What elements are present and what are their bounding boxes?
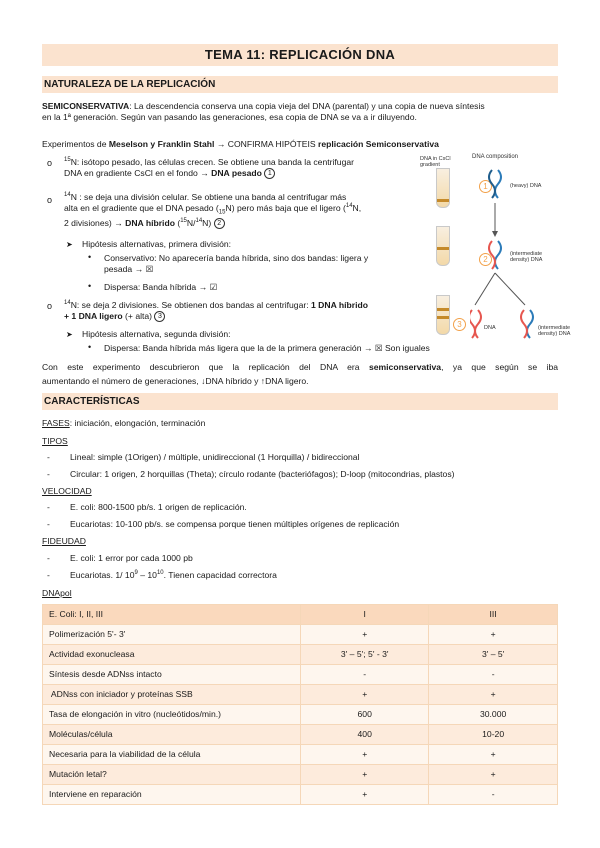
table-cell: - <box>301 665 429 685</box>
table-row <box>43 785 558 805</box>
b2-l2c: N, <box>352 203 362 214</box>
tube-3 <box>436 295 450 335</box>
table-header-cell: E. Coli: I, II, III <box>43 605 301 625</box>
b2-l3-end: N) <box>202 217 212 228</box>
b2-l2b: N) pero más baja que el ligero ( <box>225 203 346 214</box>
table-cell: 600 <box>301 705 429 725</box>
table-row <box>43 625 558 645</box>
table-cell: + <box>301 785 429 805</box>
b2-l3-pre: 2 divisiones) → <box>64 217 126 228</box>
iso-14-t: 14 <box>195 217 203 224</box>
b3-l2-bold: + 1 DNA ligero <box>64 311 123 322</box>
circle-3: 3 <box>154 311 165 322</box>
table-cell: + <box>429 745 558 765</box>
b2-l3-bold: DNA híbrido <box>125 217 175 228</box>
hyp2-a: Dispersa: Banda híbrida más ligera que la de la primera generación → ☒ Son iguales <box>104 343 430 353</box>
table-row <box>43 765 558 785</box>
iso-14-u: 14 <box>64 300 71 307</box>
figure-intermediate-label: (intermediate density) DNA <box>510 251 543 264</box>
hyp1-a1: Conservativo: No aparecería banda híbrida, sino dos bandas: ligera y <box>104 253 369 263</box>
experiment-line <box>42 139 558 150</box>
table-cell: + <box>301 625 429 645</box>
bullet-1-text <box>64 157 384 179</box>
table-cell: - <box>429 785 558 805</box>
tipos-label: TIPOS <box>42 436 68 446</box>
figure-heavy-label: (heavy) DNA <box>510 183 542 189</box>
section-heading-naturaleza: NATURALEZA DE LA REPLICACIÓN <box>42 76 558 93</box>
table-cell: Síntesis desde ADNss intacto <box>43 665 301 685</box>
b2-l2: alta en el gradiente que el DNA pesado ( <box>64 203 219 214</box>
bullet-2-text: $^{14}$N : se deja una división celular. Se obtiene una banda al centrifugar más alta en el gradiente que el DNA pesado $(_{15}N)$ pero más baja que el ligero ($^{14}$N, 2 divisiones) → DNA híbrido ($^{15}$N/$^{14}$N) 2 <box>64 192 362 228</box>
table-row <box>43 745 558 765</box>
dash-bullet: - <box>47 469 50 479</box>
velocidad-item-1: E. coli: 800-1500 pb/s. 1 origen de replicación. <box>70 502 247 512</box>
section-heading-caracteristicas: CARACTERÍSTICAS <box>42 393 558 410</box>
b2-l3-post: N/ <box>186 217 196 228</box>
b3-l2-post: (+ alta) <box>122 311 153 322</box>
table-header-row <box>43 605 558 625</box>
table-cell: + <box>301 685 429 705</box>
arrow-line-left <box>475 273 495 305</box>
table-cell: Mutación letal? <box>43 765 301 785</box>
velocidad-item-2: Eucariotas: 10-100 pb/s. se compensa porque tienen múltiples orígenes de replicación <box>70 519 400 529</box>
b3-l1-bold: 1 DNA híbrido <box>311 300 368 310</box>
table-cell: Actividad exonucleasa <box>43 645 301 665</box>
table-cell: Moléculas/célula <box>43 725 301 745</box>
figure-intermediate-2-label: (intermediate density) DNA <box>538 325 571 338</box>
velocidad-label: VELOCIDAD <box>42 486 92 496</box>
table-cell: Necesaria para la viabilidad de la célula <box>43 745 301 765</box>
conc1-bold: semiconservativa <box>368 362 442 372</box>
circle-1: 1 <box>264 168 275 179</box>
fid2-pre: Eucariotas. 1/ 10 <box>70 570 135 580</box>
dot-bullet-icon: • <box>88 281 92 291</box>
table-row <box>43 665 558 685</box>
band <box>437 308 449 311</box>
arrow-bullet-icon: ➤ <box>66 240 73 249</box>
table-cell: 10-20 <box>429 725 558 745</box>
dash-bullet: - <box>47 502 50 512</box>
fid2-exp1: 9 <box>134 570 138 577</box>
fases-text: : iniciación, elongación, terminación <box>69 418 206 428</box>
dnapol-label: DNApol <box>42 588 72 598</box>
figure-number-2: 2 <box>479 253 492 266</box>
exp-pre: Experimentos de <box>42 139 109 149</box>
figure-number-1: 1 <box>479 180 492 193</box>
hyp1-a <box>104 253 394 275</box>
bullet-circle: o <box>47 301 53 311</box>
iso-15-sub: 15 <box>218 209 226 216</box>
circle-2: 2 <box>214 218 225 229</box>
dot-bullet-icon: • <box>88 342 92 352</box>
helix-heavy <box>489 170 501 198</box>
tipos-item-2: Circular: 1 origen, 2 horquillas (Theta); círculo rodante (bacteriófagos); D-loop (mitocondrias, plastos) <box>70 469 455 479</box>
table-cell: + <box>301 765 429 785</box>
arrow-line-right <box>495 273 525 305</box>
table-cell: + <box>301 745 429 765</box>
bullet-circle: o <box>47 158 53 168</box>
dnapol-table <box>42 604 558 805</box>
dash-bullet: - <box>47 519 50 529</box>
band <box>437 316 449 319</box>
fidelidad-item-1: E. coli: 1 error por cada 1000 pb <box>70 553 193 563</box>
fases-line <box>42 418 558 429</box>
bullet-circle: o <box>47 195 53 205</box>
b1-l2-pre: DNA en gradiente CsCl en el fondo → <box>64 168 212 179</box>
semi-text-2: en la 1ª generación. Según van pasando las generaciones, esa copia de DNA se va a ir diluyendo. <box>42 112 417 123</box>
bullet-3-text <box>64 300 404 322</box>
figure-col-2-label: DNA composition <box>472 154 519 160</box>
helix-intermediate <box>489 241 501 269</box>
tube-1 <box>436 168 450 208</box>
table-header-cell: III <box>429 605 558 625</box>
iso-15: 15 <box>64 157 71 164</box>
hyp2-title: Hipótesis alternativa, segunda división: <box>82 329 231 339</box>
tube-2 <box>436 226 450 266</box>
table-cell: 3' – 5' <box>429 645 558 665</box>
fid2-post: . Tienen capacidad correctora <box>163 570 277 580</box>
semi-text-1: : La descendencia conserva una copia vieja del DNA (parental) y una copia de nueva síntesis <box>129 101 485 111</box>
figure-col-1-label: DNA in CsCl gradient <box>420 156 451 169</box>
dash-bullet: - <box>47 452 50 462</box>
band <box>437 199 449 202</box>
table-cell: + <box>429 685 558 705</box>
helix-light <box>470 310 481 338</box>
table-cell: 3' – 5'; 5' - 3' <box>301 645 429 665</box>
table-cell: 30.000 <box>429 705 558 725</box>
b3-l1-pre: N: se deja 2 divisiones. Se obtienen dos bandas al centrifugar: <box>70 300 311 310</box>
table-cell: Interviene en reparación <box>43 785 301 805</box>
conclusion-line-2: aumentando el número de generaciones, ↓DNA híbrido y ↑DNA ligero. <box>42 376 309 386</box>
iso-14-sup: 14 <box>345 203 353 210</box>
page-title: TEMA 11: REPLICACIÓN DNA <box>42 44 558 66</box>
exp-bold: replicación Semiconservativa <box>318 139 439 149</box>
fidelidad-item-2 <box>70 570 277 581</box>
fid2-mid: – 10 <box>137 570 157 580</box>
table-cell: Polimerización 5'- 3' <box>43 625 301 645</box>
table-row <box>43 645 558 665</box>
fidelidad-label: FIDEUDAD <box>42 536 86 546</box>
semiconservativa-label: SEMICONSERVATIVA <box>42 101 130 111</box>
table-row <box>43 685 558 705</box>
table-header-cell: I <box>301 605 429 625</box>
dot-bullet-icon: • <box>88 252 92 262</box>
conc1-post: , ya que según se iba <box>441 362 559 372</box>
hyp1-b: Dispersa: Banda híbrida → ☑ <box>104 282 218 292</box>
semiconservativa-paragraph <box>42 101 558 123</box>
b2-l1: N : se deja una división celular. Se obtiene una banda al centrifugar más <box>70 192 347 202</box>
tipos-item-1: Lineal: simple (1Origen) / múltiple, unidireccional (1 Horquilla) / bidireccional <box>70 452 360 462</box>
arrow-head <box>492 231 498 237</box>
fid2-exp2: 10 <box>156 570 164 577</box>
conc1-pre: Con este experimento descubrieron que la replicación del DNA era <box>42 362 369 372</box>
table-cell: + <box>429 765 558 785</box>
table-cell: Tasa de elongación in vitro (nucleótidos/min.) <box>43 705 301 725</box>
band <box>437 247 449 250</box>
exp-mid: → CONFIRMA HIPÓTEIS <box>214 139 319 149</box>
table-cell: 400 <box>301 725 429 745</box>
b1-l1: N: isótopo pesado, las células crecen. Se obtiene una banda la centrifugar <box>70 157 354 167</box>
b1-l2-bold: DNA pesado <box>211 168 262 179</box>
dash-bullet: - <box>47 570 50 580</box>
dash-bullet: - <box>47 553 50 563</box>
figure-light-label: DNA <box>484 325 496 331</box>
exp-names: Meselson y Franklin Stahl <box>108 139 215 149</box>
iso-15-t: 15 <box>180 217 187 224</box>
arrow-bullet-icon: ➤ <box>66 330 73 339</box>
hyp1-a2: pesada → ☒ <box>104 264 154 275</box>
table-cell: ADNss con iniciador y proteínas SSB <box>43 685 301 705</box>
table-cell: + <box>429 625 558 645</box>
figure-number-3: 3 <box>453 318 466 331</box>
table-row <box>43 725 558 745</box>
hyp1-title: Hipótesis alternativas, primera división: <box>82 239 232 249</box>
table-cell: - <box>429 665 558 685</box>
table-row <box>43 705 558 725</box>
iso-14: 14 <box>64 192 71 199</box>
fases-label: FASES <box>42 418 70 428</box>
helix-intermediate-2 <box>521 310 533 338</box>
